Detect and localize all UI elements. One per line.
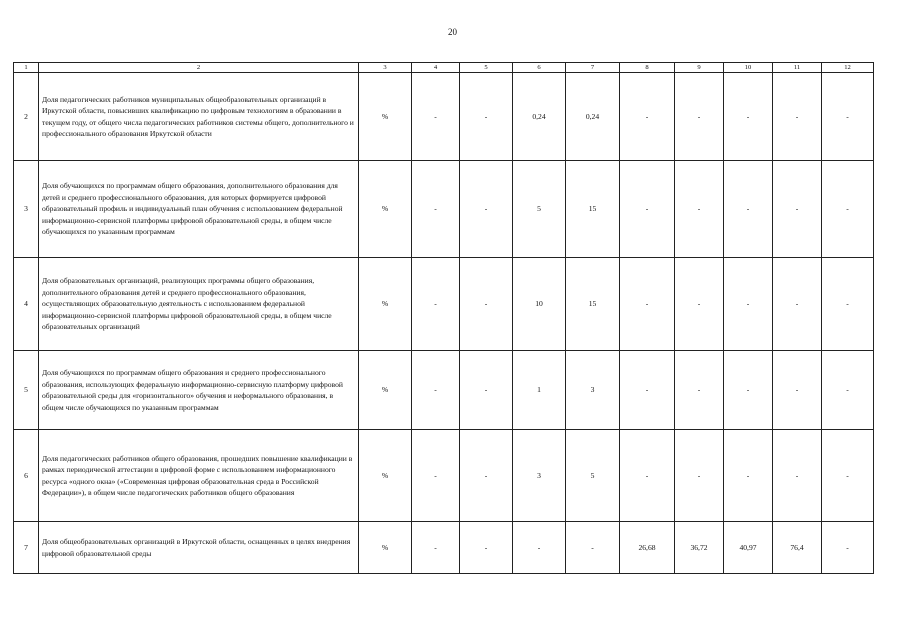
unit-cell: % — [359, 351, 412, 430]
value-cell: - — [412, 351, 460, 430]
value-cell: 0,24 — [513, 73, 566, 161]
value-cell: - — [460, 73, 513, 161]
value-cell: - — [773, 351, 822, 430]
indicator-description: Доля общеобразовательных организаций в Иркутской области, оснащенных в целях внедрения цифровой образовательной среды — [39, 522, 359, 574]
value-cell: - — [822, 522, 874, 574]
value-cell: - — [675, 161, 724, 258]
value-cell: 10 — [513, 258, 566, 351]
row-number: 7 — [14, 522, 39, 574]
value-cell: 5 — [513, 161, 566, 258]
column-header: 6 — [513, 63, 566, 73]
column-header: 4 — [412, 63, 460, 73]
column-header: 3 — [359, 63, 412, 73]
table-row — [14, 161, 874, 258]
value-cell: 5 — [566, 430, 620, 522]
value-cell: 76,4 — [773, 522, 822, 574]
value-cell: - — [822, 430, 874, 522]
value-cell: 15 — [566, 258, 620, 351]
value-cell: 26,68 — [620, 522, 675, 574]
table-row — [14, 522, 874, 574]
row-number: 5 — [14, 351, 39, 430]
value-cell: 3 — [513, 430, 566, 522]
value-cell: - — [620, 161, 675, 258]
column-header: 8 — [620, 63, 675, 73]
column-header: 11 — [773, 63, 822, 73]
value-cell: - — [620, 73, 675, 161]
value-cell: - — [724, 73, 773, 161]
value-cell: - — [773, 73, 822, 161]
indicators-table — [13, 62, 874, 574]
unit-cell: % — [359, 522, 412, 574]
value-cell: 0,24 — [566, 73, 620, 161]
value-cell: - — [724, 351, 773, 430]
column-header: 7 — [566, 63, 620, 73]
row-number: 4 — [14, 258, 39, 351]
value-cell: - — [822, 351, 874, 430]
table-row — [14, 258, 874, 351]
value-cell: - — [773, 430, 822, 522]
value-cell: - — [412, 258, 460, 351]
column-header: 1 — [14, 63, 39, 73]
column-header: 2 — [39, 63, 359, 73]
unit-cell: % — [359, 161, 412, 258]
value-cell: - — [460, 161, 513, 258]
value-cell: 1 — [513, 351, 566, 430]
table-row — [14, 430, 874, 522]
value-cell: - — [773, 161, 822, 258]
column-header: 5 — [460, 63, 513, 73]
value-cell: - — [724, 430, 773, 522]
indicator-description: Доля образовательных организаций, реализующих программы общего образования, дополнительного образования детей и среднего профессионального образования, осуществляющих образовательную деятельность с использованием федеральной информационно-сервисной платформы цифровой образовательной среды, в общем числе образовательных организаций — [39, 258, 359, 351]
row-number: 2 — [14, 73, 39, 161]
table-header-row — [14, 63, 874, 73]
value-cell: - — [822, 258, 874, 351]
indicator-description: Доля обучающихся по программам общего образования и среднего профессионального образования, использующих федеральную информационно-сервисную платформу цифровой образовательной среды для «горизонтального» обучения и неформального образования, в общем числе обучающихся по указанным программам — [39, 351, 359, 430]
table-row — [14, 351, 874, 430]
indicator-description: Доля педагогических работников муниципальных общеобразовательных организаций в Иркутской области, повысивших квалификацию по цифровым технологиям в образовании в текущем году, от общего числа педагогических работников системы общего, дополнительного и профессионального образования Иркутской области — [39, 73, 359, 161]
value-cell: - — [724, 161, 773, 258]
value-cell: 36,72 — [675, 522, 724, 574]
value-cell: - — [675, 351, 724, 430]
value-cell: 15 — [566, 161, 620, 258]
value-cell: - — [822, 73, 874, 161]
value-cell: - — [513, 522, 566, 574]
value-cell: 3 — [566, 351, 620, 430]
value-cell: - — [412, 73, 460, 161]
value-cell: - — [620, 258, 675, 351]
column-header: 12 — [822, 63, 874, 73]
value-cell: - — [620, 430, 675, 522]
row-number: 6 — [14, 430, 39, 522]
value-cell: - — [412, 161, 460, 258]
value-cell: 40,97 — [724, 522, 773, 574]
value-cell: - — [773, 258, 822, 351]
value-cell: - — [460, 258, 513, 351]
value-cell: - — [620, 351, 675, 430]
value-cell: - — [460, 351, 513, 430]
value-cell: - — [675, 430, 724, 522]
page-number: 20 — [448, 27, 457, 37]
column-header: 9 — [675, 63, 724, 73]
column-header: 10 — [724, 63, 773, 73]
value-cell: - — [822, 161, 874, 258]
indicator-description: Доля педагогических работников общего образования, прошедших повышение квалификации в рамках периодической аттестации в цифровой форме с использованием информационного ресурса «одного окна» («Современная цифровая образовательная среда в Российской Федерации»), в общем числе педагогических работников общего образования — [39, 430, 359, 522]
unit-cell: % — [359, 430, 412, 522]
row-number: 3 — [14, 161, 39, 258]
value-cell: - — [412, 430, 460, 522]
value-cell: - — [675, 258, 724, 351]
value-cell: - — [460, 522, 513, 574]
unit-cell: % — [359, 73, 412, 161]
value-cell: - — [675, 73, 724, 161]
value-cell: - — [566, 522, 620, 574]
table-row — [14, 73, 874, 161]
value-cell: - — [460, 430, 513, 522]
value-cell: - — [724, 258, 773, 351]
indicator-description: Доля обучающихся по программам общего образования, дополнительного образования для детей и среднего профессионального образования, для которых формируется цифровой образовательный профиль и индивидуальный план обучения с использованием федеральной информационно-сервисной платформы цифровой образовательной среды, в общем числе обучающихся по указанным программам — [39, 161, 359, 258]
value-cell: - — [412, 522, 460, 574]
unit-cell: % — [359, 258, 412, 351]
